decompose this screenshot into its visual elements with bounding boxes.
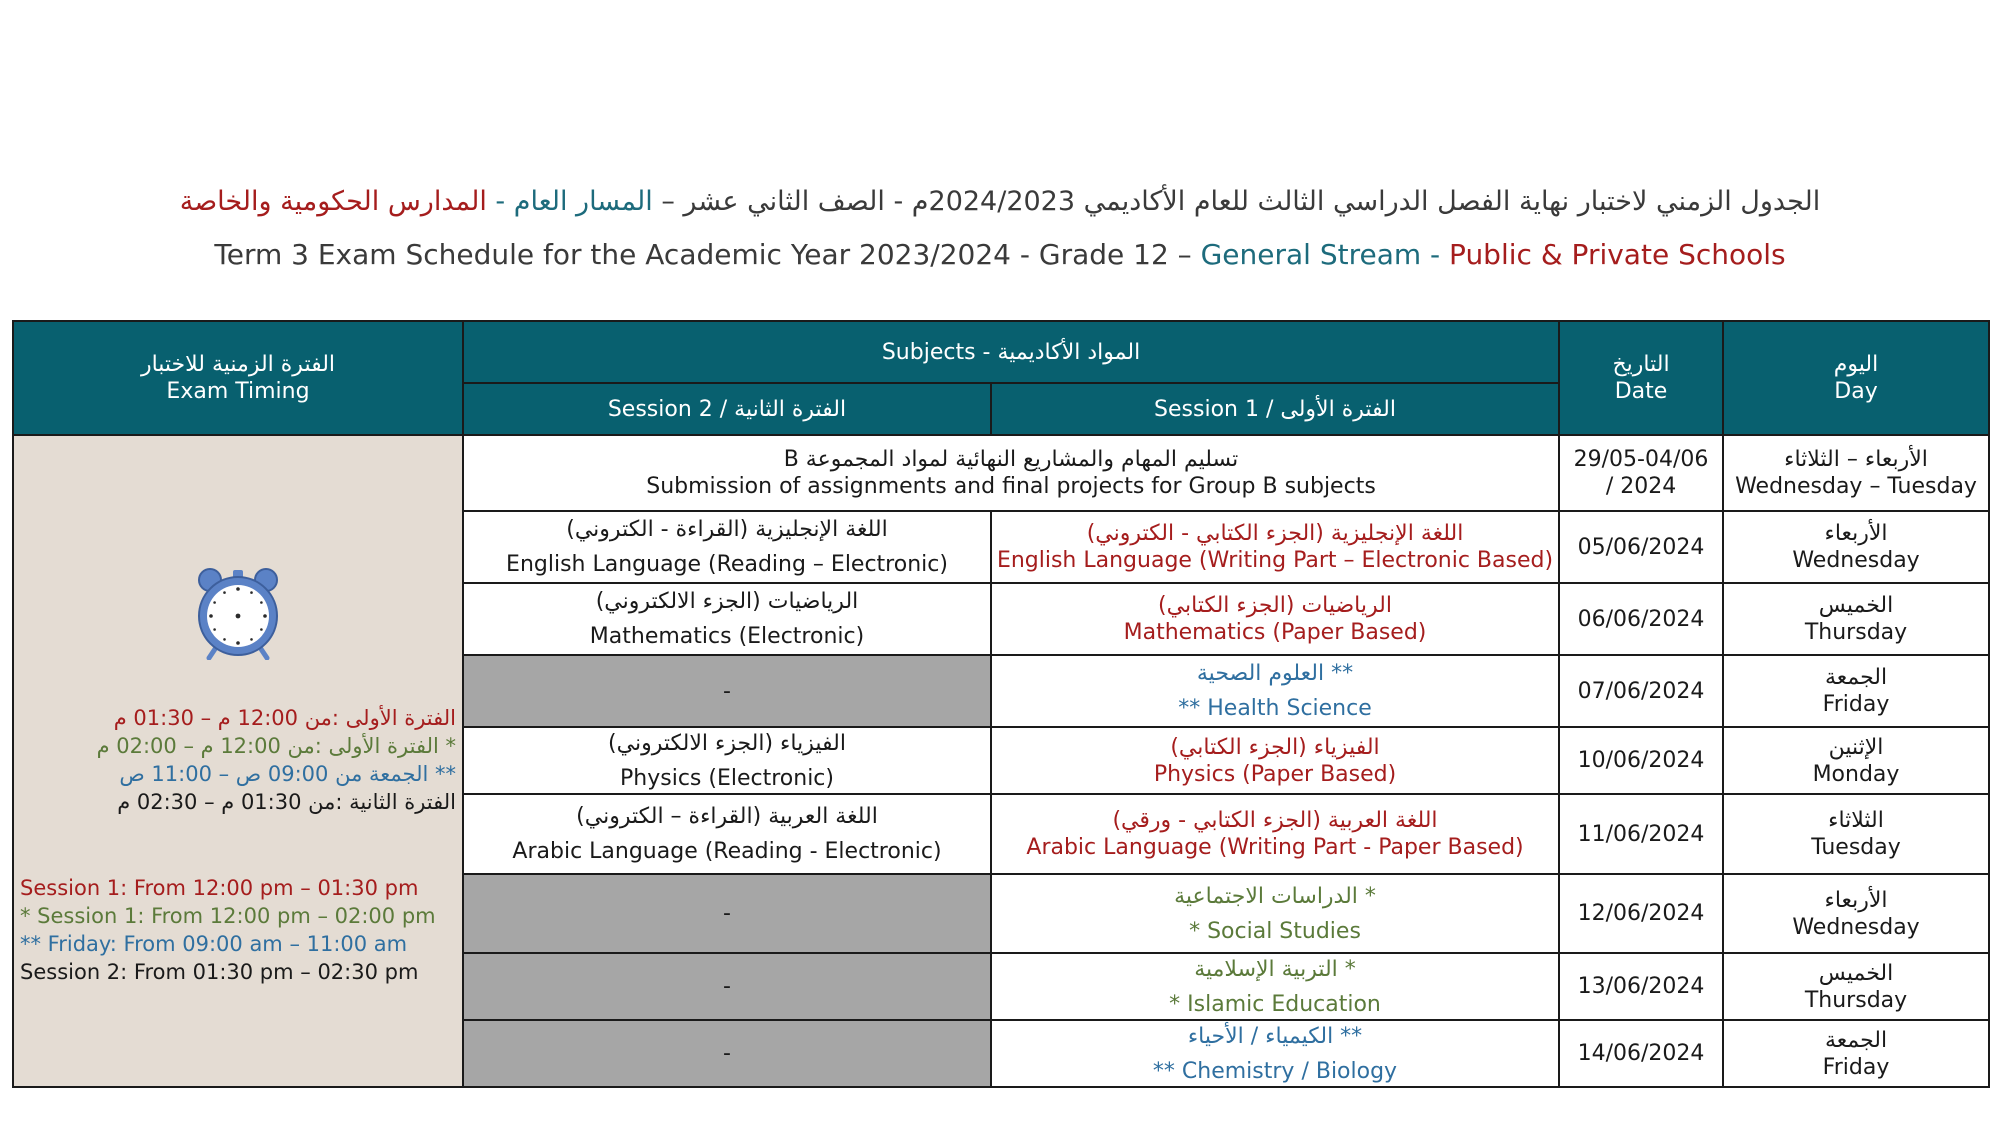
subject-ar: اللغة العربية (القراءة – الكتروني)	[576, 804, 878, 829]
date-cell	[1559, 727, 1723, 794]
day-cell	[1723, 953, 1989, 1020]
day-ar: الأربعاء	[1824, 521, 1888, 546]
exam-timing-cell	[13, 435, 463, 1087]
subject-en: Submission of assignments and final projects for Group B subjects	[646, 474, 1376, 499]
session-2-empty-cell	[463, 953, 991, 1020]
subject-en: * Islamic Education	[1169, 991, 1381, 1017]
day-en: Friday	[1822, 1054, 1890, 1080]
subject-ar: * الدراسات الاجتماعية	[1174, 883, 1376, 909]
day-en: Wednesday	[1792, 914, 1920, 940]
session-1-cell	[991, 1020, 1559, 1087]
alarm-clock-icon	[14, 536, 462, 662]
timing-en-line: Session 1: From 12:00 pm – 01:30 pm	[20, 876, 419, 900]
title-en-stream: General Stream	[1200, 238, 1422, 271]
subject-ar: الفيزياء (الجزء الالكتروني)	[608, 730, 846, 756]
day-cell	[1723, 511, 1989, 583]
date-line: / 2024	[1605, 474, 1677, 499]
day-ar: الخميس	[1818, 593, 1894, 618]
subject-en: Mathematics (Paper Based)	[1123, 620, 1427, 645]
session-1-cell	[991, 511, 1559, 583]
empty-dash: -	[723, 901, 731, 926]
subject-en: Arabic Language (Reading - Electronic)	[512, 839, 942, 864]
subject-ar: تسليم المهام والمشاريع النهائية لمواد المجموعة B	[783, 447, 1239, 472]
subject-ar: الرياضيات (الجزء الالكتروني)	[595, 589, 859, 614]
date-cell	[1559, 583, 1723, 655]
header-timing-ar: الفترة الزمنية للاختبار	[140, 352, 336, 377]
day-en: Friday	[1822, 692, 1890, 717]
header-subjects	[463, 321, 1559, 383]
day-en: Tuesday	[1811, 835, 1901, 860]
timing-ar-line: الفترة الأولى :من 12:00 م – 01:30 م	[113, 706, 456, 730]
timing-arabic	[14, 704, 462, 816]
header-session-2	[463, 383, 991, 435]
merged-subject-cell	[463, 435, 1559, 511]
timing-en-line: ** Friday: From 09:00 am – 11:00 am	[20, 932, 408, 956]
day-en: Thursday	[1804, 620, 1908, 645]
subject-en: Physics (Paper Based)	[1153, 761, 1397, 787]
subject-ar: اللغة العربية (الجزء الكتابي - ورقي)	[1112, 808, 1438, 833]
header-day-ar: اليوم	[1833, 352, 1879, 377]
day-cell	[1723, 1020, 1989, 1087]
day-ar: الخميس	[1818, 960, 1894, 986]
session-2-cell	[463, 511, 991, 583]
subject-ar: الفيزياء (الجزء الكتابي)	[1170, 734, 1380, 760]
header-session-1-label: Session 1 / الفترة الأولى	[1154, 396, 1396, 422]
title-ar-stream: المسار العام	[513, 186, 653, 217]
header-timing-en: Exam Timing	[166, 379, 310, 404]
empty-dash: -	[723, 678, 731, 704]
day-cell	[1723, 435, 1989, 511]
timing-ar-line: الفترة الثانية :من 01:30 م – 02:30 م	[117, 790, 456, 814]
subject-en: Physics (Electronic)	[620, 765, 834, 791]
timing-ar-line: ** الجمعة من 09:00 ص – 11:00 ص	[119, 762, 456, 786]
title-en-separator: -	[1421, 238, 1450, 271]
header-session-1	[991, 383, 1559, 435]
date-value: 12/06/2024	[1577, 901, 1705, 926]
day-en: Monday	[1812, 761, 1900, 787]
session-1-cell	[991, 727, 1559, 794]
day-cell	[1723, 583, 1989, 655]
session-1-cell	[991, 794, 1559, 874]
day-cell	[1723, 655, 1989, 727]
day-cell	[1723, 874, 1989, 953]
timing-english	[14, 874, 462, 986]
session-2-cell	[463, 583, 991, 655]
date-value: 06/06/2024	[1577, 606, 1705, 632]
table-row	[13, 435, 1989, 511]
day-cell	[1723, 794, 1989, 874]
subject-ar: اللغة الإنجليزية (الجزء الكتابي - الكتروني)	[1086, 521, 1464, 546]
header-day-en: Day	[1834, 379, 1878, 404]
header-day	[1723, 321, 1989, 435]
title-ar-separator: -	[486, 186, 514, 217]
title-english	[0, 234, 2000, 276]
timing-ar-line: * الفترة الأولى :من 12:00 م – 02:00 م	[96, 734, 456, 758]
day-ar: الأربعاء – الثلاثاء	[1784, 447, 1928, 472]
subject-ar: ** الكيمياء / الأحياء	[1187, 1023, 1363, 1049]
session-1-cell	[991, 874, 1559, 953]
session-2-empty-cell	[463, 1020, 991, 1087]
title-en-main: Term 3 Exam Schedule for the Academic Year 2023/2024 - Grade 12 –	[214, 238, 1192, 271]
day-ar: الأربعاء	[1824, 887, 1888, 913]
subject-en: ** Health Science	[1178, 696, 1372, 721]
date-cell	[1559, 655, 1723, 727]
session-1-cell	[991, 583, 1559, 655]
title-ar-main: الجدول الزمني لاختبار نهاية الفصل الدراسي الثالث للعام الأكاديمي 2024/2023م - الصف الثاني عشر –	[661, 186, 1821, 217]
date-value: 14/06/2024	[1577, 1041, 1705, 1066]
subject-en: Arabic Language (Writing Part - Paper Based)	[1026, 835, 1524, 860]
date-cell	[1559, 1020, 1723, 1087]
date-value: 13/06/2024	[1577, 974, 1705, 999]
subject-ar: * التربية الإسلامية	[1194, 956, 1356, 982]
date-value: 11/06/2024	[1577, 821, 1705, 847]
session-2-empty-cell	[463, 874, 991, 953]
title-en-schools: Public & Private Schools	[1449, 238, 1786, 271]
date-cell	[1559, 435, 1723, 511]
day-ar: الإثنين	[1828, 734, 1884, 760]
subject-en: English Language (Reading – Electronic)	[506, 552, 948, 577]
day-ar: الجمعة	[1824, 1027, 1888, 1053]
date-cell	[1559, 953, 1723, 1020]
subject-en: ** Chemistry / Biology	[1152, 1058, 1398, 1084]
date-value: 05/06/2024	[1577, 534, 1705, 560]
exam-schedule-table	[12, 320, 1990, 1088]
subject-en: English Language (Writing Part – Electronic Based)	[996, 548, 1554, 573]
session-1-cell	[991, 655, 1559, 727]
header-date	[1559, 321, 1723, 435]
header-session-2-label: Session 2 / الفترة الثانية	[607, 396, 847, 422]
header-date-ar: التاريخ	[1612, 352, 1670, 377]
header-exam-timing	[13, 321, 463, 435]
day-ar: الجمعة	[1824, 665, 1888, 690]
subject-en: Mathematics (Electronic)	[589, 624, 865, 649]
title-arabic	[0, 180, 2000, 224]
date-cell	[1559, 794, 1723, 874]
subject-en: * Social Studies	[1189, 918, 1361, 944]
session-2-cell	[463, 727, 991, 794]
date-value: 10/06/2024	[1577, 748, 1705, 773]
subject-ar: ** العلوم الصحية	[1196, 661, 1354, 686]
date-line: 29/05-04/06	[1573, 447, 1709, 472]
header-date-en: Date	[1614, 379, 1668, 404]
date-cell	[1559, 511, 1723, 583]
timing-en-line: * Session 1: From 12:00 pm – 02:00 pm	[20, 904, 436, 928]
session-1-cell	[991, 953, 1559, 1020]
day-cell	[1723, 727, 1989, 794]
subject-ar: الرياضيات (الجزء الكتابي)	[1158, 593, 1392, 618]
page-header	[0, 180, 2000, 276]
session-2-cell	[463, 794, 991, 874]
day-en: Wednesday – Tuesday	[1735, 474, 1977, 499]
date-cell	[1559, 874, 1723, 953]
subject-ar: اللغة الإنجليزية (القراءة - الكتروني)	[566, 517, 888, 542]
empty-dash: -	[723, 974, 731, 999]
day-en: Wednesday	[1792, 548, 1920, 573]
timing-en-line: Session 2: From 01:30 pm – 02:30 pm	[20, 960, 419, 984]
empty-dash: -	[723, 1041, 731, 1066]
title-ar-schools: المدارس الحكومية والخاصة	[179, 186, 487, 217]
day-en: Thursday	[1804, 987, 1908, 1013]
session-2-empty-cell	[463, 655, 991, 727]
day-ar: الثلاثاء	[1828, 808, 1884, 833]
date-value: 07/06/2024	[1577, 678, 1705, 704]
header-subjects-label: Subjects - المواد الأكاديمية	[881, 339, 1141, 365]
